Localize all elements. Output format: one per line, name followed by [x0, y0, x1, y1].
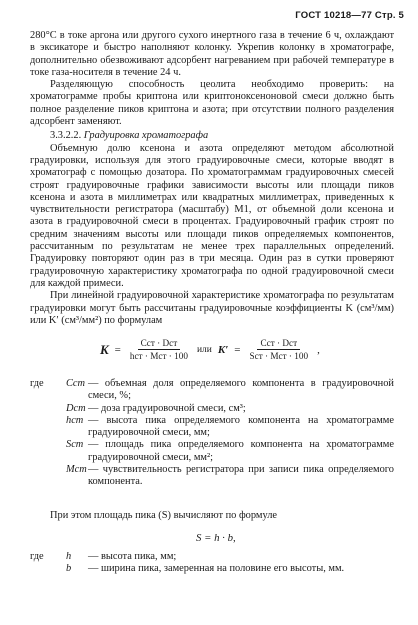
- definition-symbol: b: [66, 563, 72, 575]
- definition-lead: [30, 415, 66, 440]
- definition-text: — ширина пика, замеренная на половине его высоты, мм.: [88, 563, 345, 575]
- definition-lead: где: [30, 378, 44, 389]
- definition-text: — чувствительность регистратора при записи пика определяемого компонента.: [88, 464, 394, 488]
- definition-row: [30, 464, 394, 489]
- paragraph-1: 280°С в токе аргона или другого сухого инертного газа в течение 6 ч, охлаждают в эксикаторе и быстро наполняют колонку. Укрепив колонку в хроматографе, дополнительно обезвоживают адсорбент нагреванием при рабочей температуре в токе газа-носителя в течение 24 ч.: [30, 30, 394, 78]
- fraction-numerator: Cст · Dст: [257, 338, 300, 350]
- definition-symbol: Cст: [66, 378, 86, 389]
- definition-text: — доза градуировочной смеси, см³;: [88, 402, 246, 414]
- definition-lead: [30, 403, 66, 415]
- section-heading: [30, 130, 394, 142]
- paragraph-3: Объемную долю ксенона и азота определяют методом абсолютной градуировки, используя для этого градуировочные смеси, которые вводят в хроматограф с помощью дозатора. По хроматограммам градуировочных смесей строят градуировочные графики зависимости высоты или площади пиков ксенона и азота в миллиметрах или квадратных миллиметрах, приведенных к чувствительности регистратора (масштабу) М1, от объемной доли ксенона и азота в градуировочной смеси в процентах. Градуировочный график строят по средним значениям высоты или площади пиков определяемых компонентов, рассчитанным по результатам не менее трех параллельных определений. Градуировку повторяют один раз в три месяца. Один раз в сутки проверяют градуировочную характеристику хроматографа по одной градуировочной смеси для каждой примеси.: [30, 142, 394, 289]
- formula-lhs-k: K: [100, 341, 109, 357]
- definition-row: [30, 563, 394, 575]
- formula-or: или: [196, 344, 212, 355]
- definition-symbol: hст: [66, 414, 84, 426]
- definition-row: [30, 378, 394, 403]
- definition-symbol: Sст: [66, 439, 84, 451]
- definition-text: — высота пика определяемого компонента на хроматограмме градуировочной смеси, мм;: [88, 414, 394, 439]
- formula-fraction-k-prime: [247, 338, 312, 361]
- definitions-list: [30, 378, 394, 489]
- main-text: [30, 30, 394, 327]
- formula-k: K = $\frac{\text{Cст · Dст}}{\text{hст · Mст · 100}}$ или K′ = $\frac{\text{Cст · Dст}}{\text{Sст · Mст · 100}}$ ,: [100, 338, 320, 361]
- definition-lead: [30, 464, 66, 489]
- definition-row: [30, 551, 394, 563]
- definition-symbol: Dст: [66, 402, 86, 414]
- running-head: ГОСТ 10218—77 Стр. 5: [295, 10, 404, 21]
- section-title: Градуировка хроматографа: [83, 130, 209, 142]
- paragraph-4: При линейной градуировочной характеристике хроматографа по результатам градуировки могут быть рассчитаны градуировочные коэффициенты K (см³/мм) или K′ (см³/мм²) по формулам: [30, 290, 394, 326]
- definition-lead: где: [30, 551, 44, 562]
- formula-s: S = h · b,: [196, 532, 236, 544]
- definition-row: [30, 439, 394, 464]
- definition-lead: [30, 439, 66, 464]
- definition-row: [30, 415, 394, 440]
- formula-lhs-k-prime: K′: [217, 343, 229, 356]
- definition-symbol: h: [66, 551, 72, 562]
- definition-row: [30, 403, 394, 415]
- fraction-numerator: Cст · Dст: [138, 338, 181, 350]
- definition-symbol: Mст: [66, 464, 87, 476]
- definitions-list-2: [30, 551, 394, 576]
- paragraph-5: При этом площадь пика (S) вычисляют по формуле: [50, 510, 278, 521]
- definition-text: — площадь пика определяемого компонента на хроматограмме градуировочной смеси, мм²;: [88, 439, 394, 463]
- definition-text: — объемная доля определяемого компонента в градуировочной смеси, %;: [88, 378, 394, 402]
- formula-fraction-k: [127, 338, 191, 361]
- fraction-denominator: hст · Mст · 100: [129, 351, 188, 361]
- definition-text: — высота пика, мм;: [88, 551, 177, 562]
- definition-lead: [30, 563, 66, 575]
- paragraph-2: Разделяющую способность цеолита необходимо проверить: на хроматограмме пробы криптона или криптоноксеноновой смеси должно быть полное разделение пиков криптона и азота; при отсутствии полного разделения адсорбент заменяют.: [30, 79, 394, 128]
- section-number: 3.3.2.2.: [50, 130, 82, 142]
- fraction-denominator: Sст · Mст · 100: [249, 351, 309, 361]
